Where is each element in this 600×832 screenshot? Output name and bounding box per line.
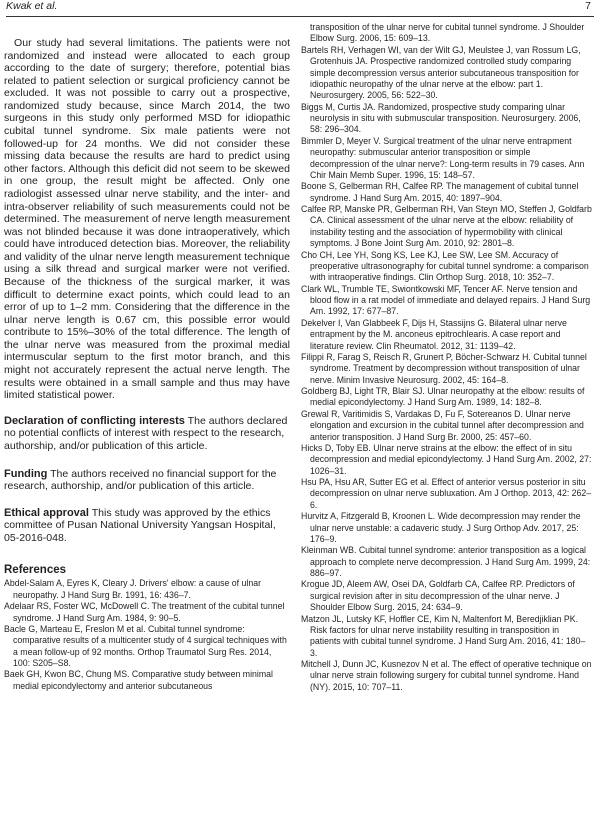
funding-heading: Funding	[4, 467, 48, 480]
reference-item: Cho CH, Lee YH, Song KS, Lee KJ, Lee SW, Lee SM. Accuracy of preoperative ultrasonography for cubital tunnel syndrome: a comparison with intraoperative findings. Clin Orthop Surg. 2018, 10: 352–7.	[301, 249, 589, 283]
reference-item: Filippi R, Farag S, Reisch R, Grunert P, Böcher-Schwarz H. Cubital tunnel syndrome. Treatment by decompression without transposition of ulnar nerve. Minim Invasive Neurosurg. 2002, 45: 164–8.	[301, 351, 587, 385]
declaration-text: The authors declared no potential conflicts of interest with respect to the research, authorship, and/or publication of this article.	[4, 414, 288, 452]
left-column	[4, 37, 290, 692]
reference-item: Hsu PA, Hsu AR, Sutter EG et al. Effect of anterior versus posterior in situ decompression on ulnar nerve subluxation. Am J Orthop. 2013, 42: 262–6.	[301, 477, 592, 510]
reference-item: Bacle G, Marteau E, Freslon M et al. Cubital tunnel syndrome: comparative results of a multicenter study of 4 surgical techniques with a mean follow-up of 92 months. Orthop Traumatol Surg Res. 2014, 100: S205–S8.	[4, 623, 287, 669]
reference-item: Goldberg BJ, Light TR, Blair SJ. Ulnar neuropathy at the elbow: results of medial epicondylectomy. J Hand Surg Am. 1989, 14: 182–8.	[301, 386, 585, 408]
limitations-paragraph: Our study had several limitations. The patients were not randomized and instead were allocated to each group according to the date of surgery; therefore, potential bias related to patient selection or surgical proficiency cannot be excluded. It was not possible to carry out a prospective, randomized study because, since March 2014, the two surgeons in this study only performed MSD for idiopathic cubital tunnel syndrome. Six male patients were not followed-up for 24 months. We did not consider these missing data because the results are hard to predict using other factors. Although this deficit did not seem to be skewed in one group, the result might be affected. Only one radiologist assessed ulnar nerve stability, and the inter- and intra-observer reliability of such measurements could not be determined. The measurement of nerve length measurement was not blinded because it was done intraoperatively, which could have introduced detection bias. Moreover, the reliability and validity of the ulnar nerve length measurement technique using a silk thread and surgical marker were not verified. Because of the thickness of the surgical marker, it was difficult to determine exact points, which could lead to an error of up to 1–2 mm. Considering that the difference in the ulnar nerve length is 0.67 cm, this possible error would contribute to 15%–30% of the total difference. The length of the ulnar nerve was measured from the proximal medial intermuscular septum to the first motor branch, and this might not accurately represent the actual nerve length. The results were obtained in a small sample and thus may have limited statistical power.	[4, 37, 290, 402]
reference-item: Mitchell J, Dunn JC, Kusnezov N et al. The effect of operative technique on ulnar nerve strain following surgery for cubital tunnel syndrome. Hand (NY). 2015, 10: 707–11.	[301, 659, 592, 692]
ethical-heading: Ethical approval	[4, 506, 89, 519]
references-list-right	[301, 45, 592, 693]
reference-item: Boone S, Gelberman RH, Calfee RP. The management of cubital tunnel syndrome. J Hand Surg Am. 2015, 40: 1897–904.	[301, 181, 579, 203]
reference-item: Bimmler D, Meyer V. Surgical treatment of the ulnar nerve entrapment neuropathy: submuscular anterior transposition or simple decompression of the ulnar nerve?: Long-term results in 79 cases. Ann Chir Main Memb Super. 1996, 15: 148–57.	[301, 135, 585, 180]
reference-item: Hicks D, Toby EB. Ulnar nerve strains at the elbow: the effect of in situ decompression and medial epicondylectomy. J Hand Surg Am. 2002, 27: 1026–31.	[301, 442, 592, 476]
reference-item: Baek GH, Kwon BC, Chung MS. Comparative study between minimal medial epicondylectomy and anterior subcutaneous	[4, 669, 273, 691]
ethical-section	[4, 507, 290, 545]
header-rule	[6, 16, 594, 17]
reference-item: Clark WL, Trumble TE, Swiontkowski MF, Tencer AF. Nerve tension and blood flow in a rat model of immediate and delayed repairs. J Hand Surg Am. 1992, 17: 677–87.	[301, 283, 591, 317]
page-header	[0, 0, 600, 14]
funding-text: The authors received no financial support for the research, authorship, and/or publication of this article.	[4, 467, 277, 493]
funding-section	[4, 468, 290, 493]
declaration-heading: Declaration of conflicting interests	[4, 414, 185, 427]
declaration-section	[4, 415, 290, 453]
right-column	[301, 22, 592, 693]
reference-item: Dekelver I, Van Glabbeek F, Dijs H, Stassijns G. Bilateral ulnar nerve entrapment by the M. anconeus epitrochlearis. A case report and literature review. Clin Rheumatol. 2012, 31: 1139–42.	[301, 317, 567, 351]
references-list-left	[4, 578, 290, 692]
references-heading: References	[4, 564, 67, 577]
reference-item: Calfee RP, Manske PR, Gelberman RH, Van Steyn MO, Steffen J, Goldfarb CA. Clinical assessment of the ulnar nerve at the elbow: reliability of instability testing and the association of hypermobility with clinical symptoms. J Bone Joint Surg Am. 2010, 92: 2801–8.	[301, 204, 592, 249]
ethical-text: This study was approved by the ethics committee of Pusan National University Yangsan Hospital, 05-2016-048.	[4, 506, 276, 544]
page-number: 7	[585, 0, 591, 12]
reference-item: Grewal R, Varitimidis S, Vardakas D, Fu F, Sotereanos D. Ulnar nerve elongation and excursion in the cubital tunnel after decompression and anterior transposition. J Hand Surg Br. 2000, 25: 457–60.	[301, 408, 584, 442]
reference-item: Bartels RH, Verhagen WI, van der Wilt GJ, Meulstee J, van Rossum LG, Grotenhuis JA. Prospective randomized controlled study comparing simple decompression versus anterior subcutaneous transposition for idiopathic neuropathy of the ulnar nerve at the elbow: part 1. Neurosurgery. 2005, 56: 522–30.	[301, 44, 581, 101]
reference-item: Abdel-Salam A, Eyres K, Cleary J. Drivers' elbow: a cause of ulnar neuropathy. J Hand Surg Br. 1991, 16: 436–7.	[4, 578, 261, 600]
reference-item: Matzon JL, Lutsky KF, Hoffler CE, Kim N, Maltenfort M, Beredjiklian PK. Risk factors for ulnar nerve instability resulting in transposition in patients with cubital tunnel syndrome. J Hand Surg Am. 2016, 41: 180–3.	[301, 613, 586, 658]
reference-item: Hurvitz A, Fitzgerald B, Kroonen L. Wide decompression may render the ulnar nerve unstable: a cadaveric study. J Surg Orthop Adv. 2017, 25: 176–9.	[301, 511, 581, 544]
reference-item: Adelaar RS, Foster WC, McDowell C. The treatment of the cubital tunnel syndrome. J Hand Surg Am. 1984, 9: 90–5.	[4, 601, 285, 623]
reference-item: Krogue JD, Aleem AW, Osei DA, Goldfarb CA, Calfee RP. Predictors of surgical revision after in situ decompression of the ulnar nerve. J Shoulder Elbow Surg. 2015, 24: 634–9.	[301, 579, 575, 613]
reference-continuation: transposition of the ulnar nerve for cubital tunnel syndrome. J Shoulder Elbow Surg. 2006, 15: 609–13.	[310, 22, 585, 44]
reference-item: Kleinman WB. Cubital tunnel syndrome: anterior transposition as a logical approach to complete nerve decompression. J Hand Surg Am. 1999, 24: 886–97.	[301, 545, 591, 578]
running-head: Kwak et al.	[6, 0, 58, 12]
reference-item: Biggs M, Curtis JA. Randomized, prospective study comparing ulnar neurolysis in situ with submuscular transposition. Neurosurgery. 2006, 58: 296–304.	[301, 101, 581, 135]
